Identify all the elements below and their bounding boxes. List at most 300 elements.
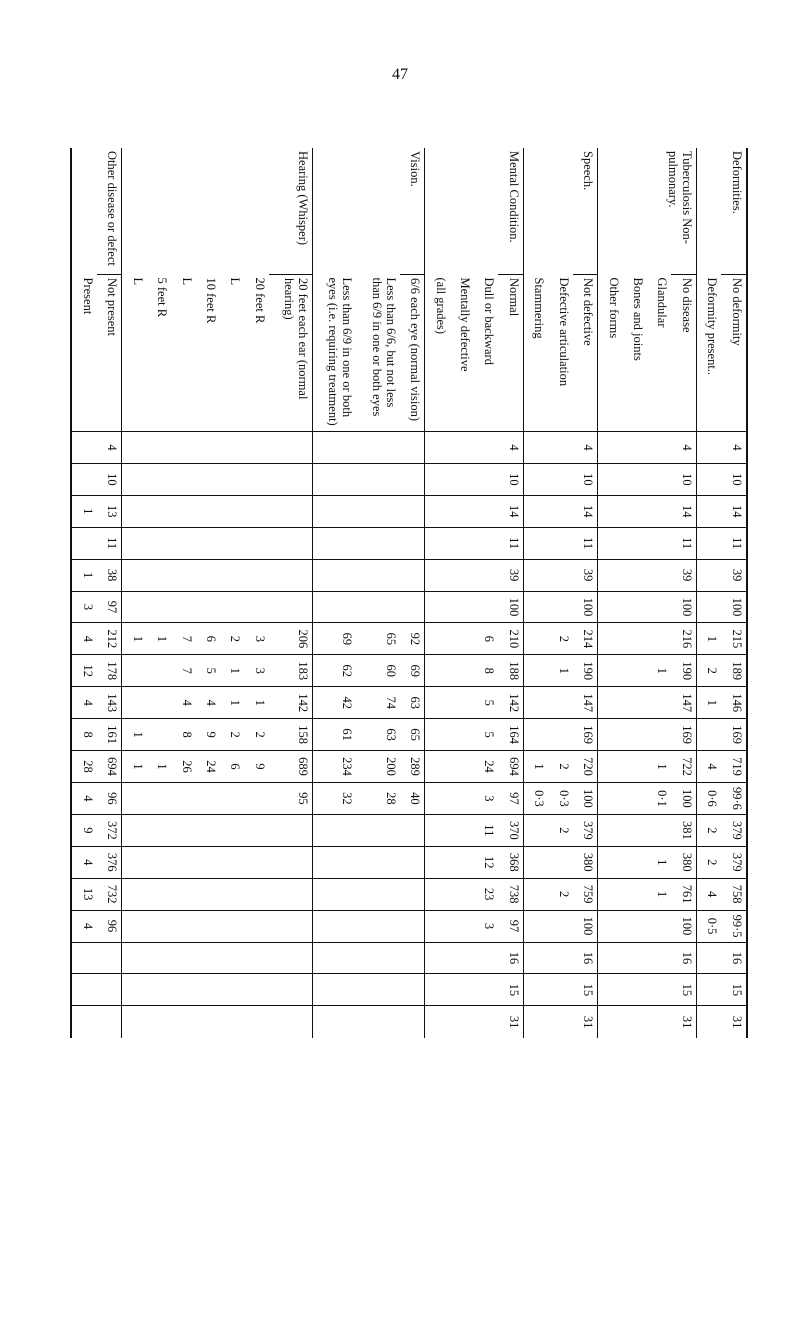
table-cell	[122, 655, 147, 687]
table-cell: 12	[71, 655, 97, 687]
subcategory-label: Present	[80, 277, 95, 315]
table-cell	[425, 719, 450, 751]
table-cell	[474, 591, 498, 623]
table-cell	[623, 719, 647, 751]
table-cell	[196, 495, 220, 527]
table-cell	[474, 942, 498, 974]
table-cell	[220, 463, 244, 495]
table-row	[598, 148, 623, 1038]
table-cell	[400, 878, 425, 910]
table-cell	[647, 719, 671, 751]
table-cell: 69	[400, 655, 425, 687]
table-cell	[425, 463, 450, 495]
table-cell: 16	[573, 942, 598, 974]
table-cell: 1	[220, 687, 244, 719]
table-row	[671, 148, 696, 1038]
table-cell	[196, 782, 220, 814]
table-cell: 100	[671, 782, 696, 814]
subcategory-label: 20 feet each ear (normal hearing)	[269, 275, 313, 432]
table-cell	[147, 463, 171, 495]
table-cell	[312, 527, 356, 559]
table-cell: 689	[269, 751, 313, 783]
table-cell	[196, 846, 220, 878]
table-cell	[356, 814, 399, 846]
table-cell	[312, 878, 356, 910]
table-cell	[122, 814, 147, 846]
table-cell	[269, 463, 313, 495]
table-cell	[696, 495, 721, 527]
table-cell	[312, 591, 356, 623]
table-cell	[122, 878, 147, 910]
table-cell	[450, 687, 474, 719]
table-cell: 368	[498, 846, 523, 878]
table-cell: 99·6	[721, 782, 747, 814]
table-cell	[244, 527, 268, 559]
table-cell: 1	[647, 878, 671, 910]
table-cell	[474, 527, 498, 559]
table-cell: 190	[573, 655, 598, 687]
table-cell	[97, 942, 122, 974]
table-cell: 4	[196, 687, 220, 719]
table-cell	[196, 942, 220, 974]
table-cell	[647, 527, 671, 559]
table-cell: 92	[400, 623, 425, 655]
table-cell: 100	[573, 910, 598, 942]
table-cell: 3	[244, 623, 268, 655]
table-cell	[647, 1006, 671, 1038]
table-cell: 379	[721, 846, 747, 878]
table-cell: 10	[97, 463, 122, 495]
table-cell	[122, 910, 147, 942]
table-cell	[122, 591, 147, 623]
table-cell: 23	[474, 878, 498, 910]
table-cell: 1	[122, 623, 147, 655]
table-cell: 147	[573, 687, 598, 719]
table-cell: 100	[671, 910, 696, 942]
table-cell	[548, 432, 572, 464]
table-cell	[171, 846, 195, 878]
table-cell: 142	[269, 687, 313, 719]
table-cell	[647, 687, 671, 719]
table-cell: 694	[498, 751, 523, 783]
table-row	[523, 148, 548, 1038]
table-cell	[244, 814, 268, 846]
table-row	[244, 148, 268, 1038]
table-cell: 234	[312, 751, 356, 783]
table-cell	[450, 495, 474, 527]
subcategory-label: 5 feet R	[155, 277, 170, 318]
table-cell: 188	[498, 655, 523, 687]
table-cell	[400, 942, 425, 974]
subcategory-label: 20 feet R	[252, 277, 267, 324]
table-cell	[425, 559, 450, 591]
table-row	[97, 148, 122, 1038]
table-cell	[244, 974, 268, 1006]
table-cell	[450, 878, 474, 910]
table-cell	[122, 495, 147, 527]
table-cell	[269, 591, 313, 623]
subcategory-label: Bones and joints	[630, 277, 645, 361]
subcategory-label: Mentally defective	[458, 277, 472, 372]
table-cell: 146	[721, 687, 747, 719]
table-cell: 11	[721, 527, 747, 559]
table-cell: 5	[474, 719, 498, 751]
table-cell: 1	[122, 751, 147, 783]
table-cell	[523, 878, 548, 910]
table-cell: 190	[671, 655, 696, 687]
table-cell	[356, 432, 399, 464]
table-cell	[171, 910, 195, 942]
table-cell	[400, 814, 425, 846]
table-cell	[244, 1006, 268, 1038]
table-cell: 61	[312, 719, 356, 751]
table-cell	[171, 432, 195, 464]
table-cell	[171, 814, 195, 846]
table-cell	[147, 527, 171, 559]
table-cell: 216	[671, 623, 696, 655]
rotated-table	[70, 148, 748, 1038]
table-cell: 4	[498, 432, 523, 464]
table-cell: 10	[498, 463, 523, 495]
table-cell: 0·3	[523, 782, 548, 814]
table-cell	[97, 974, 122, 1006]
table-cell	[147, 942, 171, 974]
table-cell	[312, 846, 356, 878]
table-cell: 100	[573, 782, 598, 814]
table-cell	[623, 559, 647, 591]
table-cell: 2	[220, 623, 244, 655]
table-cell	[523, 687, 548, 719]
table-cell: 96	[97, 782, 122, 814]
table-cell: 6	[474, 623, 498, 655]
table-cell	[523, 495, 548, 527]
table-cell: 11	[97, 527, 122, 559]
table-cell	[171, 495, 195, 527]
table-cell: 189	[721, 655, 747, 687]
table-cell	[356, 878, 399, 910]
table-cell: 1	[244, 687, 268, 719]
subcategory-label: Not present	[97, 275, 122, 432]
table-cell: 7	[171, 655, 195, 687]
table-cell	[598, 687, 623, 719]
table-cell: 4	[696, 878, 721, 910]
table-cell	[623, 846, 647, 878]
table-cell: 28	[71, 751, 97, 783]
table-cell	[548, 527, 572, 559]
table-cell: 147	[671, 687, 696, 719]
table-cell: 9	[244, 751, 268, 783]
table-cell	[647, 495, 671, 527]
table-cell	[696, 591, 721, 623]
table-cell: 2	[696, 814, 721, 846]
table-cell: 31	[671, 1006, 696, 1038]
table-cell: 161	[97, 719, 122, 751]
table-row	[696, 148, 721, 1038]
table-cell: 40	[400, 782, 425, 814]
table-cell	[474, 463, 498, 495]
table-cell	[312, 463, 356, 495]
table-cell: 4	[71, 846, 97, 878]
page-number: 47	[392, 66, 408, 83]
table-cell: 1	[696, 623, 721, 655]
table-cell	[623, 463, 647, 495]
table-cell	[356, 910, 399, 942]
table-cell: 38	[97, 559, 122, 591]
table-row	[356, 148, 399, 1038]
table-cell: 63	[400, 687, 425, 719]
table-row	[400, 148, 425, 1038]
table-cell: 16	[671, 942, 696, 974]
table-cell	[523, 559, 548, 591]
table-cell: 4	[71, 910, 97, 942]
table-cell	[147, 910, 171, 942]
table-cell	[450, 591, 474, 623]
subcategory-label: 6/6 each eye (normal vision)	[400, 275, 425, 432]
table-cell: 14	[721, 495, 747, 527]
table-cell	[312, 432, 356, 464]
table-cell	[147, 1006, 171, 1038]
table-cell	[312, 814, 356, 846]
table-cell: 8	[474, 655, 498, 687]
table-cell	[523, 591, 548, 623]
table-row	[573, 148, 598, 1038]
table-cell	[425, 846, 450, 878]
table-cell: 32	[312, 782, 356, 814]
table-cell	[425, 432, 450, 464]
table-cell	[122, 974, 147, 1006]
table-cell: 761	[671, 878, 696, 910]
table-cell	[425, 942, 450, 974]
table-cell	[122, 846, 147, 878]
table-cell	[171, 1006, 195, 1038]
table-cell	[696, 719, 721, 751]
table-cell	[598, 591, 623, 623]
table-cell	[147, 655, 171, 687]
table-cell: 1	[220, 655, 244, 687]
table-cell	[623, 878, 647, 910]
table-cell	[598, 463, 623, 495]
table-cell: 719	[721, 751, 747, 783]
table-cell	[147, 687, 171, 719]
table-cell: 5	[196, 655, 220, 687]
table-cell	[269, 942, 313, 974]
table-cell	[244, 591, 268, 623]
table-cell: 2	[220, 719, 244, 751]
table-cell: 1	[122, 719, 147, 751]
table-cell	[450, 463, 474, 495]
category-label: Hearing (Whisper)	[122, 148, 313, 275]
table-cell	[122, 782, 147, 814]
table-cell	[647, 463, 671, 495]
table-cell	[171, 782, 195, 814]
table-cell	[598, 942, 623, 974]
table-cell	[356, 559, 399, 591]
category-label: Speech.	[523, 148, 597, 275]
table-cell: 10	[671, 463, 696, 495]
table-cell	[400, 432, 425, 464]
table-cell	[623, 910, 647, 942]
table-cell	[171, 559, 195, 591]
table-cell	[548, 495, 572, 527]
subcategory-label: Dull or backward	[482, 277, 497, 365]
table-cell	[523, 910, 548, 942]
table-cell: 15	[721, 974, 747, 1006]
table-row	[220, 148, 244, 1038]
table-cell	[474, 974, 498, 1006]
table-cell: 2	[244, 719, 268, 751]
table-cell	[147, 846, 171, 878]
table-cell: 0·5	[696, 910, 721, 942]
table-cell: 720	[573, 751, 598, 783]
table-cell	[523, 623, 548, 655]
category-label: Tuberculosis Non-pulmonary.	[598, 148, 697, 275]
subcategory-label: L	[179, 277, 194, 286]
table-cell	[356, 846, 399, 878]
table-cell: 100	[721, 591, 747, 623]
table-cell: 62	[312, 655, 356, 687]
subcategory-label: Other forms	[606, 277, 621, 339]
table-cell: 380	[573, 846, 598, 878]
table-cell	[425, 1006, 450, 1038]
table-cell	[147, 559, 171, 591]
table-cell	[122, 559, 147, 591]
table-row	[71, 148, 97, 1038]
table-cell: 3	[474, 782, 498, 814]
table-cell: 1	[647, 846, 671, 878]
table-cell	[220, 1006, 244, 1038]
table-cell: 4	[71, 687, 97, 719]
table-cell: 11	[498, 527, 523, 559]
table-cell	[598, 751, 623, 783]
table-cell	[523, 719, 548, 751]
table-cell	[598, 432, 623, 464]
table-cell	[598, 1006, 623, 1038]
table-cell: 14	[671, 495, 696, 527]
table-cell	[71, 974, 97, 1006]
table-cell	[220, 782, 244, 814]
table-cell: 3	[244, 655, 268, 687]
table-cell	[196, 559, 220, 591]
table-cell	[598, 495, 623, 527]
table-cell	[450, 655, 474, 687]
table-cell	[269, 814, 313, 846]
table-cell: 96	[97, 910, 122, 942]
table-cell	[122, 527, 147, 559]
table-cell: 42	[312, 687, 356, 719]
table-cell: 758	[721, 878, 747, 910]
table-cell: 74	[356, 687, 399, 719]
table-cell: 169	[671, 719, 696, 751]
table-cell	[312, 1006, 356, 1038]
table-cell	[598, 559, 623, 591]
table-row	[721, 148, 747, 1038]
table-cell	[400, 495, 425, 527]
table-cell: 97	[97, 591, 122, 623]
table-cell	[598, 655, 623, 687]
table-cell: 210	[498, 623, 523, 655]
table-cell: 738	[498, 878, 523, 910]
table-cell: 164	[498, 719, 523, 751]
table-cell: 12	[474, 846, 498, 878]
table-cell	[196, 910, 220, 942]
table-cell	[196, 974, 220, 1006]
table-cell	[71, 432, 97, 464]
table-cell	[523, 432, 548, 464]
table-cell	[244, 846, 268, 878]
table-cell: 4	[696, 751, 721, 783]
table-row	[312, 148, 356, 1038]
table-cell	[220, 974, 244, 1006]
table-cell	[312, 495, 356, 527]
table-cell: 31	[721, 1006, 747, 1038]
table-cell: 732	[97, 878, 122, 910]
table-cell	[425, 655, 450, 687]
table-row	[548, 148, 572, 1038]
subcategory-label: Less than 6/9 in one or both eyes (i.e. requiring treatment)	[326, 277, 355, 426]
table-cell	[425, 527, 450, 559]
table-cell	[523, 974, 548, 1006]
table-cell	[450, 910, 474, 942]
table-cell: 60	[356, 655, 399, 687]
table-cell	[598, 814, 623, 846]
subcategory-label: (all grades)	[433, 277, 448, 335]
table-cell: 31	[498, 1006, 523, 1038]
table-row	[425, 148, 450, 1038]
table-cell	[548, 910, 572, 942]
table-cell	[623, 591, 647, 623]
table-cell	[356, 495, 399, 527]
table-cell	[598, 623, 623, 655]
table-cell: 4	[671, 432, 696, 464]
table-cell: 1	[548, 655, 572, 687]
table-cell	[269, 878, 313, 910]
table-cell	[244, 782, 268, 814]
table-cell	[623, 814, 647, 846]
table-cell	[220, 814, 244, 846]
table-cell	[598, 878, 623, 910]
table-cell	[523, 814, 548, 846]
table-cell: 1	[71, 559, 97, 591]
table-cell	[647, 942, 671, 974]
table-cell	[400, 527, 425, 559]
table-cell	[696, 463, 721, 495]
table-cell	[356, 591, 399, 623]
table-cell	[647, 623, 671, 655]
table-cell: 169	[721, 719, 747, 751]
table-cell	[425, 974, 450, 1006]
table-cell	[220, 432, 244, 464]
subcategory-label: Glandular	[655, 277, 670, 328]
table-cell	[244, 463, 268, 495]
table-row	[474, 148, 498, 1038]
table-cell	[220, 878, 244, 910]
table-cell	[548, 687, 572, 719]
table-cell	[523, 846, 548, 878]
table-cell	[696, 559, 721, 591]
table-cell	[356, 974, 399, 1006]
table-cell: 2	[696, 655, 721, 687]
table-cell	[269, 1006, 313, 1038]
table-cell	[647, 910, 671, 942]
table-cell	[244, 432, 268, 464]
table-cell	[244, 559, 268, 591]
table-row	[450, 148, 474, 1038]
table-cell: 39	[498, 559, 523, 591]
table-cell	[548, 846, 572, 878]
table-cell: 3	[71, 591, 97, 623]
table-cell: 2	[548, 623, 572, 655]
table-cell	[450, 1006, 474, 1038]
